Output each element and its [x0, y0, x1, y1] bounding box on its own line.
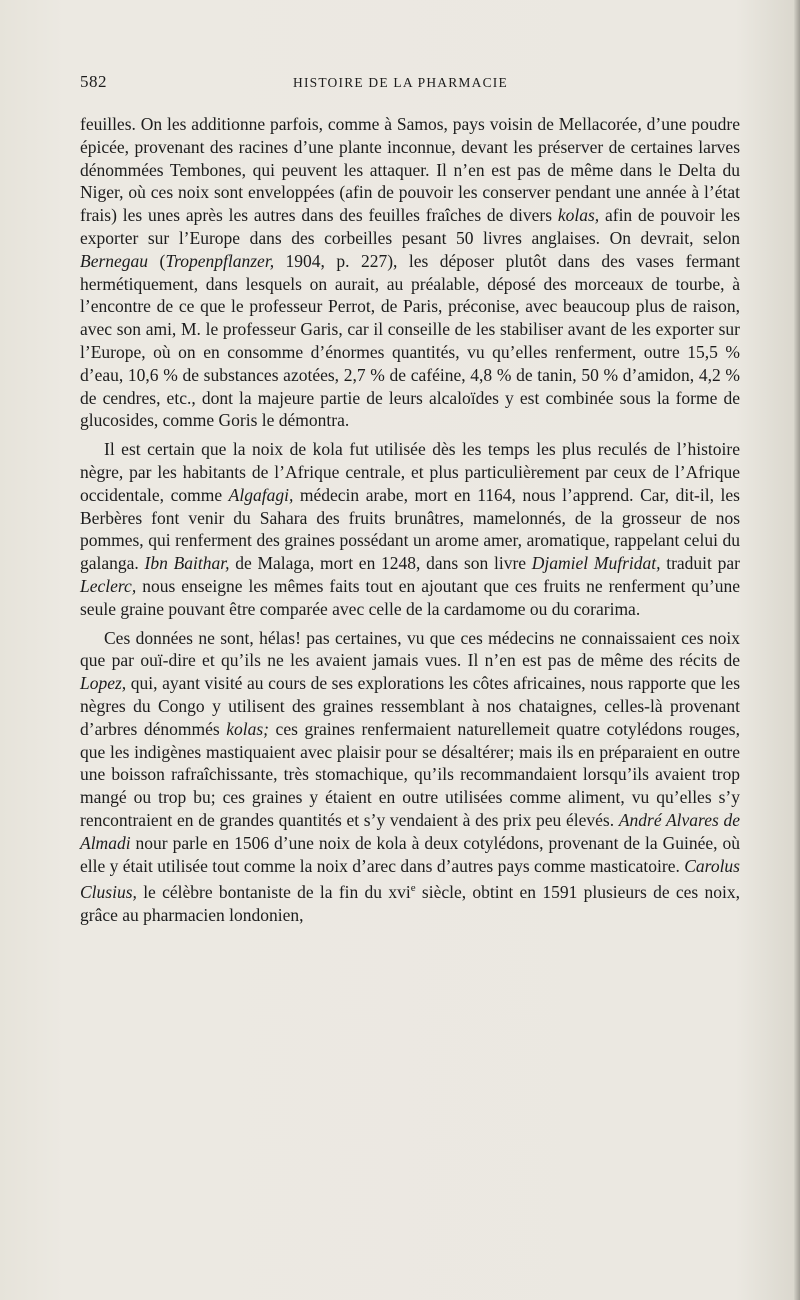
text-segment: le célèbre bontaniste de la fin du xvi: [136, 882, 411, 903]
paragraph-1: [80, 113, 740, 432]
italic-segment: André Alvares de Almadi: [80, 809, 740, 853]
italic-segment: Djamiel Mufridat,: [531, 553, 661, 574]
body-text: [80, 113, 740, 927]
page-number: 582: [80, 72, 107, 91]
text-segment: de Malaga, mort en 1248, dans son livre: [229, 553, 532, 574]
page-header: [80, 72, 740, 98]
italic-segment: Ibn Baithar,: [144, 553, 230, 574]
italic-segment: kolas;: [226, 718, 270, 739]
text-segment: (: [148, 250, 166, 271]
italic-segment: Lopez,: [80, 673, 127, 694]
italic-segment: Tropenpflanzer,: [165, 250, 275, 271]
text-segment: traduit par: [660, 553, 740, 574]
text-segment: feuilles. On les additionne parfois, comme à Samos, pays voisin de Mellacorée, d’une poudre épicée, provenant des racines d’une plante inconnue, devant les préserver de certaines larves dénommées Tembones, qui peuvent les attaquer. Il n’en est pas de même dans le Delta du Niger, où ces noix sont enveloppées (afin de pouvoir les conserver pendant une année à l’état frais) les unes après les autres dans des feuilles fraîches de divers: [80, 114, 740, 226]
running-title: HISTOIRE DE LA PHARMACIE: [293, 75, 508, 90]
text-segment: médecin arabe, mort en 1164, nous l’apprend. Car, dit-il, les Berbères font venir du Sahara des fruits brunâtres, mamelonnés, de la grosseur de nos pommes, qui renferment des graines possédant un arome amer, aromatique, rappelant celui du galanga.: [80, 484, 740, 574]
text-segment: ces graines renfermaient naturellemeit quatre cotylédons rouges, que les indigènes mastiquaient avec plaisir pour se désaltérer; mais ils en préparaient en outre une boisson rafraîchissante, très stomachique, qu’ils recommandaient lorsqu’ils avaient trop mangé ou trop bu; ces graines y étaient en outre utilisées comme aliment, vu qu’elles s’y rencontraient en de grandes quantités et s’y vendaient à des prix peu élevés.: [80, 718, 740, 830]
paragraph-2: [80, 438, 740, 620]
italic-segment: Carolus Clusius,: [80, 855, 740, 903]
text-segment: nous enseigne les mêmes faits tout en ajoutant que ces fruits ne renferment qu’une seule graine pouvant être comparée avec celle de la cardamome ou du corarima.: [80, 575, 740, 619]
text-segment: Ces données ne sont, hélas! pas certaines, vu que ces médecins ne connaissaient ces noix que par ouï-dire et qu’ils ne les avaient jamais vues. Il n’en est pas de même des récits de: [80, 627, 740, 671]
paragraph-3: [80, 627, 740, 927]
text-segment: Il est certain que la noix de kola fut utilisée dès les temps les plus reculés de l’histoire nègre, par les habitants de l’Afrique centrale, et plus particulièrement par ceux de l’Afrique occidentale, comme: [80, 439, 740, 505]
italic-segment: Bernegau: [80, 250, 149, 271]
page-edge: [794, 0, 800, 1300]
italic-segment: Algafagi,: [228, 484, 294, 505]
text-segment: siècle, obtint en 1591 plusieurs de ces noix, grâce au pharmacien londonien,: [80, 882, 740, 925]
italic-segment: Leclerc,: [80, 575, 137, 596]
italic-segment: kolas,: [557, 205, 600, 226]
superscript: e: [410, 882, 416, 895]
text-segment: nour parle en 1506 d’une noix de kola à deux cotylédons, provenant de la Guinée, où elle y était utilisée tout comme la noix d’arec dans d’autres pays comme masticatoire.: [80, 832, 740, 876]
text-segment: qui, ayant visité au cours de ses explorations les côtes africaines, nous rapporte que les nègres du Congo y utilisent des graines ressemblant à nos chataignes, celles-là provenant d’arbres dénommés: [80, 673, 740, 739]
text-segment: 1904, p. 227), les déposer plutôt dans des vases fermant hermétiquement, dans lesquels on aurait, au préalable, déposé des morceaux de tourbe, à l’encontre de ce que le professeur Perrot, de Paris, préconise, avec beaucoup plus de raison, avec son ami, M. le professeur Garis, car il conseille de les stabiliser avant de les exporter sur l’Europe, où on en consomme d’énormes quantités, vu qu’elles renferment, outre 15,5 % d’eau, 10,6 % de substances azotées, 2,7 % de caféine, 4,8 % de tanin, 50 % d’amidon, 4,2 % de cendres, etc., dont la majeure partie de leurs alcaloïdes y est combinée sous la forme de glucosides, comme Goris le démontra.: [80, 250, 740, 431]
text-segment: afin de pouvoir les exporter sur l’Europe dans des corbeilles pesant 50 livres anglaises. On devrait, selon: [80, 205, 740, 248]
